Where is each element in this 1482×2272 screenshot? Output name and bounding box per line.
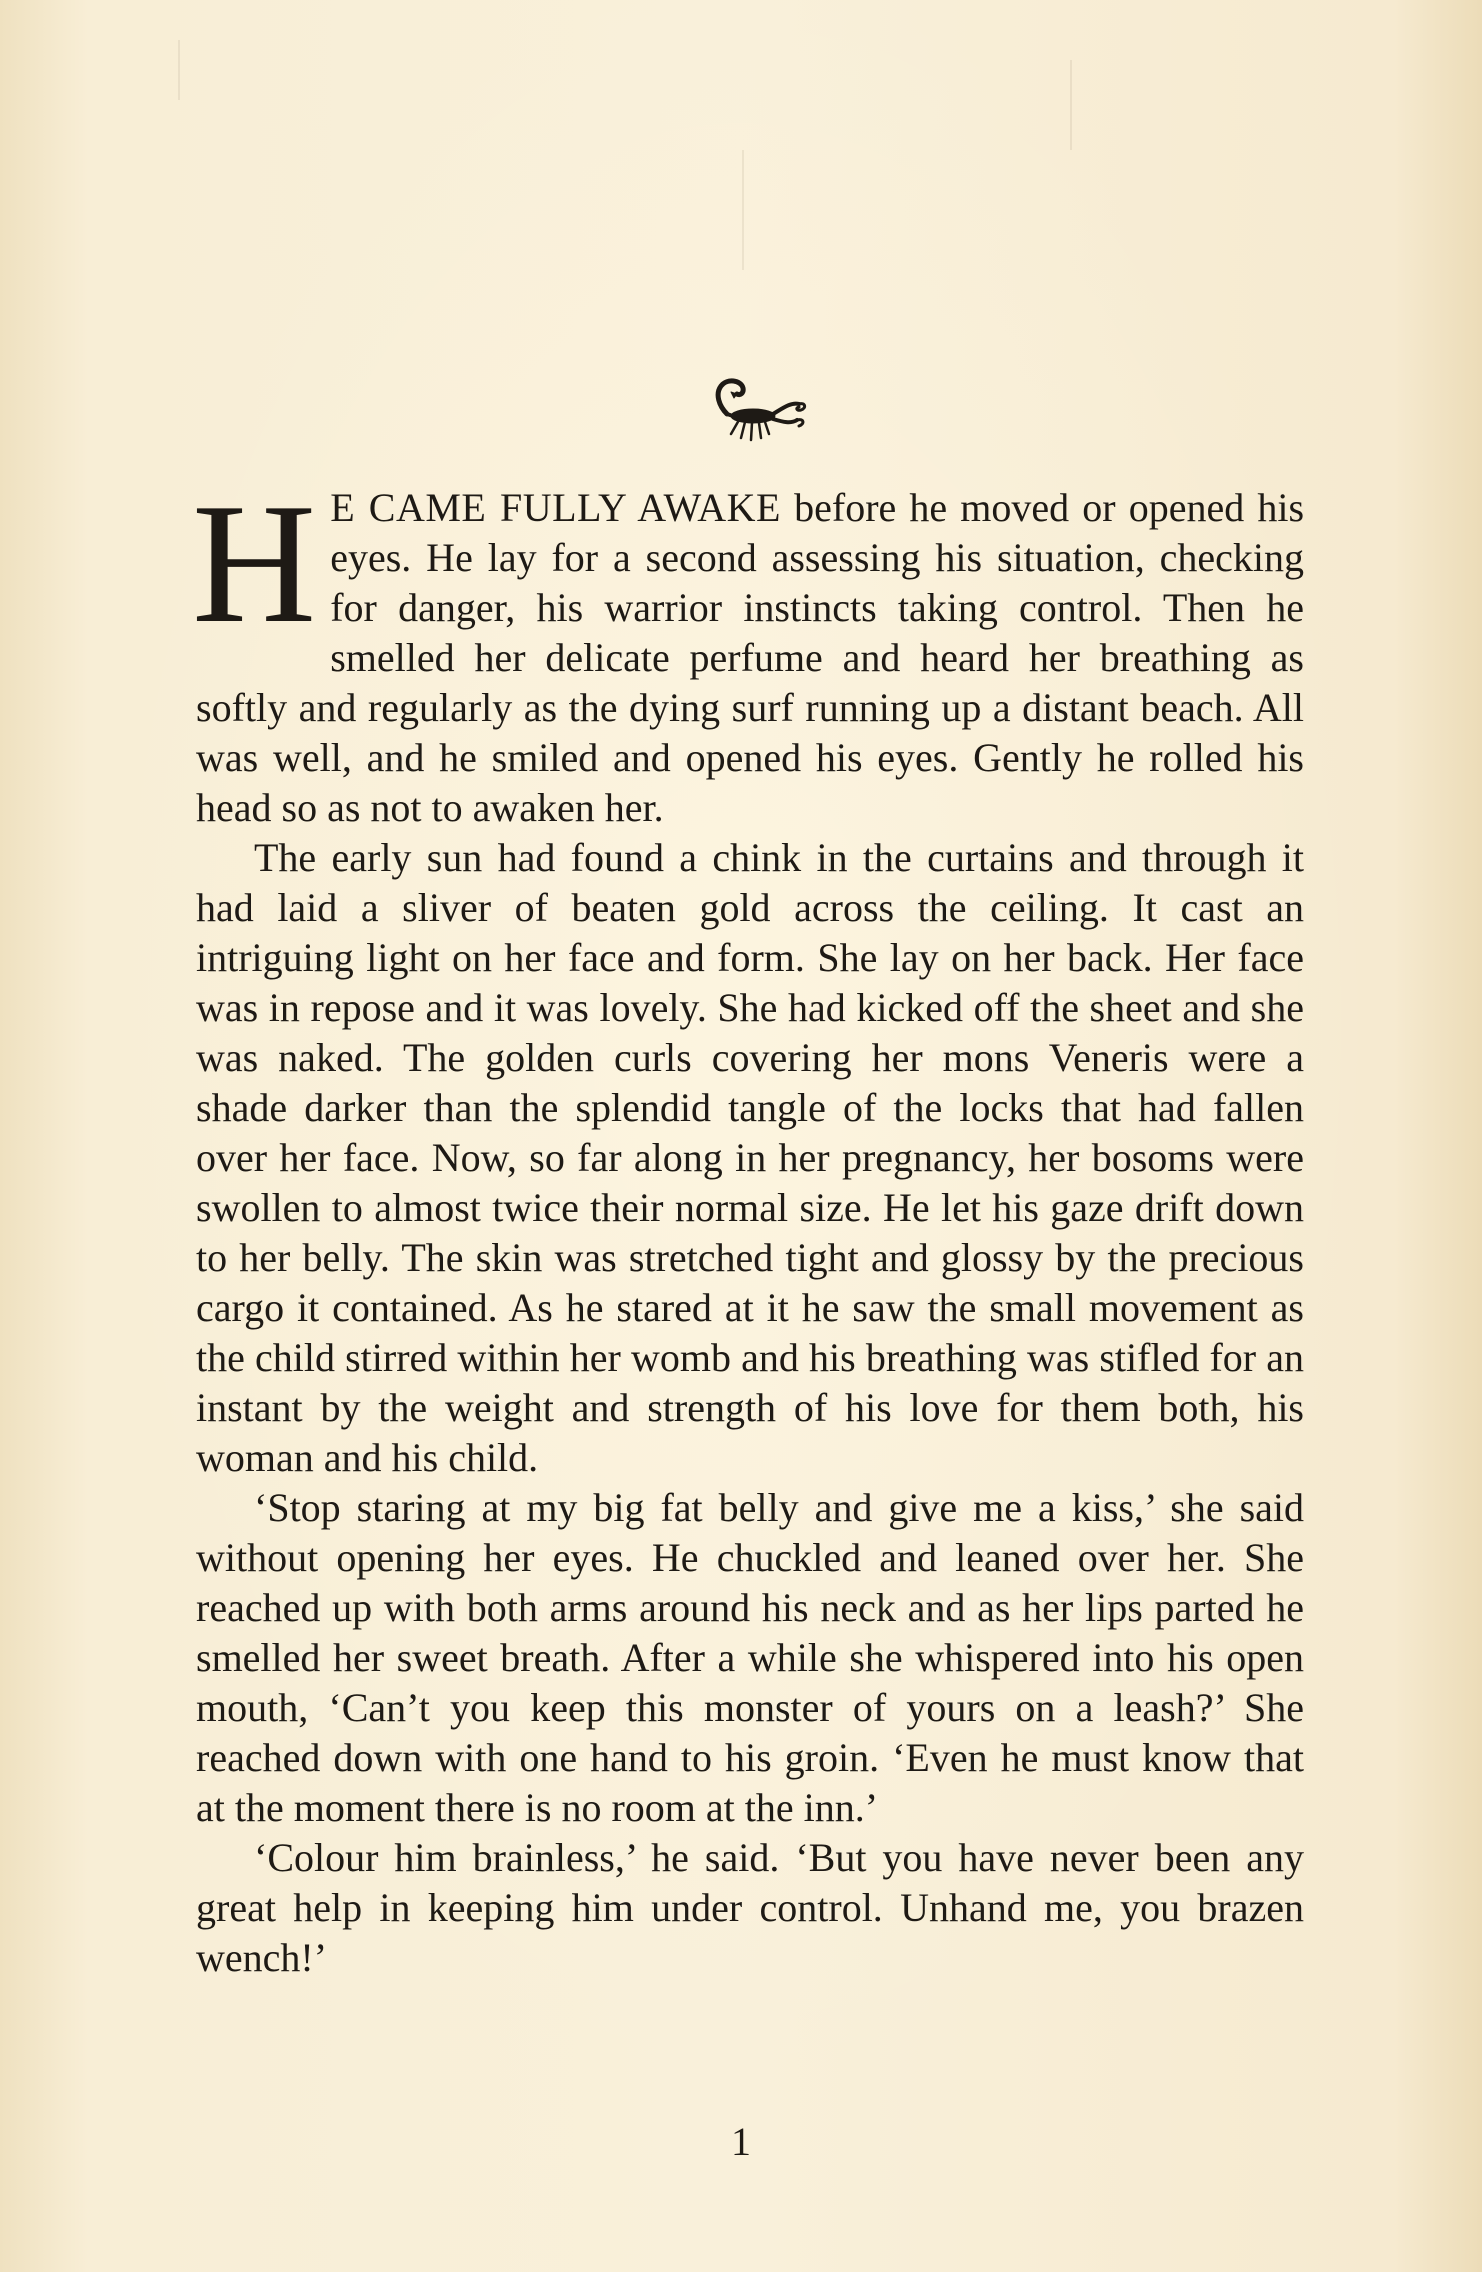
scorpion-icon (697, 372, 809, 448)
bleed-through-mark (742, 150, 744, 270)
opening-caps: E CAME FULLY AWAKE (330, 485, 781, 530)
paragraph: ‘Colour him brainless,’ he said. ‘But you have never been any great help in keeping him under control. Unhand me, you brazen wench!’ (196, 1835, 1304, 1980)
page-number: 1 (731, 2119, 751, 2164)
chapter-text (192, 469, 1305, 1983)
opening-paragraph (192, 469, 1305, 833)
opening-text: before he moved or opened his eyes. He lay for a second assessing his situation, checking for danger, his warrior instincts taking control. Then he smelled her delicate perfume and heard her breathing as softly and regularly as the dying surf running up a distant beach. All was well, and he smiled and opened his eyes. Gently he rolled his head so as not to awaken her. (196, 485, 1305, 830)
paragraph: ‘Stop staring at my big fat belly and give me a kiss,’ she said without opening her eyes. He chuckled and leaned over her. She reached up with both arms around his neck and as her lips parted he smelled her sweet breath. After a while she whispered into his open mouth, ‘Can’t you keep this monster of yours on a leash?’ She reached down with one hand to his groin. ‘Even he must know that at the moment there is no room at the inn.’ (196, 1485, 1304, 1830)
bleed-through-mark (1070, 60, 1072, 150)
bleed-through-mark (178, 40, 180, 100)
paragraph: The early sun had found a chink in the curtains and through it had laid a sliver of beaten gold across the ceiling. It cast an intriguing light on her face and form. She lay on her back. Her face was in repose and it was lovely. She had kicked off the sheet and she was naked. The golden curls covering her mons Veneris were a shade darker than the splendid tangle of the locks that had fallen over her face. Now, so far along in her pregnancy, her bosoms were swollen to almost twice their normal size. He let his gaze drift down to her belly. The skin was stretched tight and glossy by the precious cargo it contained. As he stared at it he saw the small movement as the child stirred within her womb and his breathing was stifled for an instant by the weight and strength of his love for them both, his woman and his child. (196, 835, 1304, 1480)
drop-cap: H (192, 469, 317, 659)
